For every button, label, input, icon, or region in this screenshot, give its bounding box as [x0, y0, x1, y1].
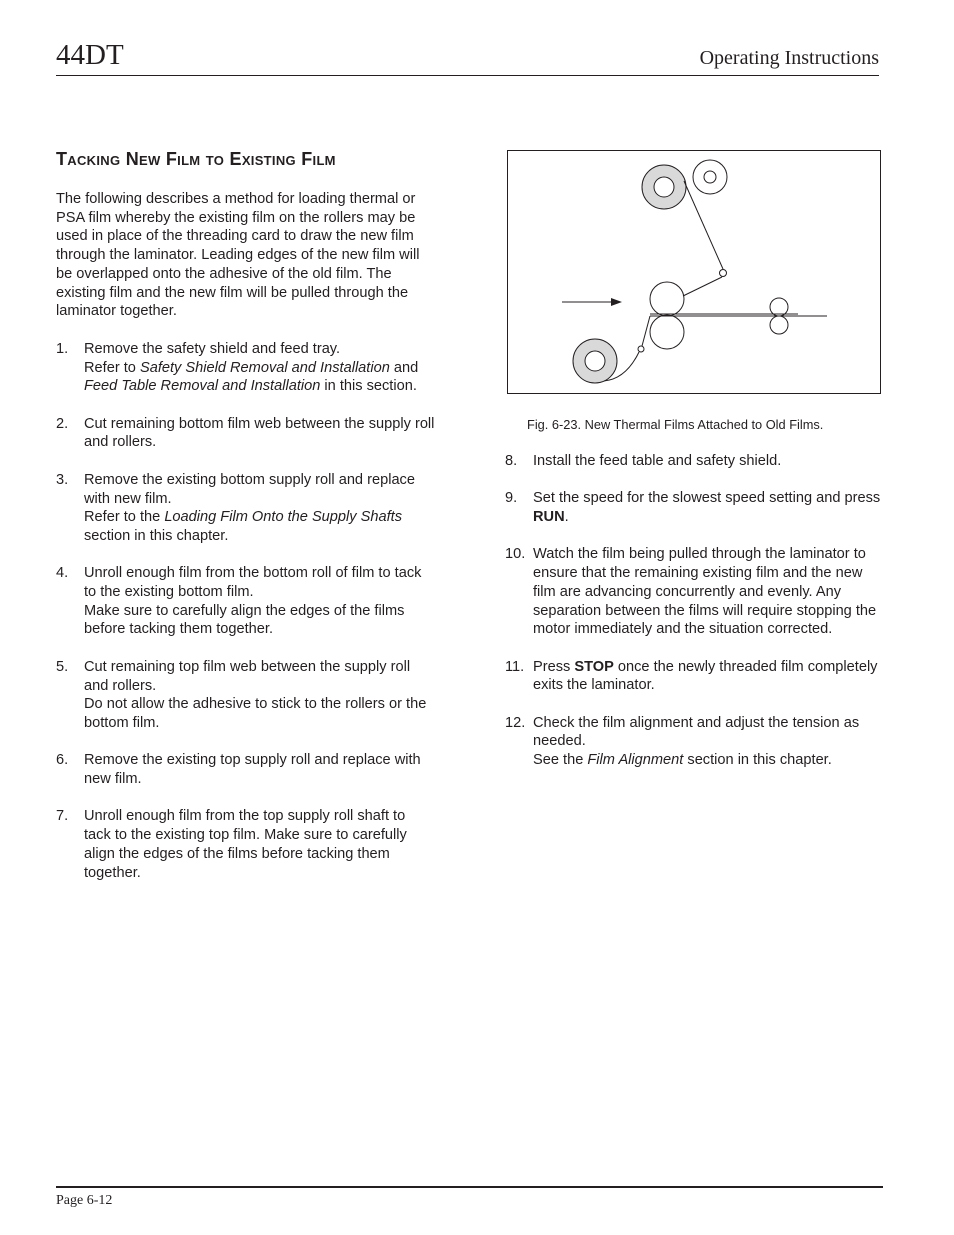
right-column	[505, 452, 885, 789]
bottom-guide-pin	[638, 346, 644, 352]
figure-caption: Fig. 6-23. New Thermal Films Attached to Old Films.	[527, 417, 824, 432]
step-9: 9. Set the speed for the slowest speed setting and press RUN.	[505, 490, 881, 526]
step-11: 11. Press STOP once the newly threaded film completely exits the laminator.	[505, 658, 878, 694]
step-1: 1. Remove the safety shield and feed tray. Refer to Safety Shield Removal and Installation and Feed Table Removal and Installation in this section.	[56, 340, 419, 395]
step-7: 7. Unroll enough film from the top supply roll shaft to tack to the existing top film. Make sure to carefully align the edges of the films before tacking them together.	[56, 808, 407, 881]
section-title: Operating Instructions	[699, 47, 879, 69]
step-6: 6. Remove the existing top supply roll and replace with new film.	[56, 752, 421, 788]
step-2: 2. Cut remaining bottom film web between the supply roll and rollers.	[56, 415, 435, 451]
lower-laminating-roller	[650, 315, 684, 349]
footer-rule	[56, 1186, 883, 1188]
bottom-supply-core	[585, 351, 605, 371]
top-supply-core	[654, 177, 674, 197]
top-guide-pin	[720, 270, 727, 277]
figure-film-diagram	[507, 150, 881, 394]
step-3: 3. Remove the existing bottom supply roll and replace with new film. Refer to the Loading Film Onto the Supply Shafts section in this chapter.	[56, 471, 415, 544]
upper-laminating-roller	[650, 282, 684, 316]
header-rule	[56, 75, 879, 76]
page-number: Page 6-12	[56, 1193, 113, 1208]
step-5: 5. Cut remaining top film web between the supply roll and rollers. Do not allow the adhesive to stick to the rollers or the bottom film.	[56, 658, 427, 731]
top-film-web	[684, 181, 723, 269]
intro-paragraph: The following describes a method for loading thermal or PSA film whereby the existing film on the rollers may be used in place of the threading card to draw the new film through the laminator. Leading edges of the new film will be overlapped onto the adhesive of the old film. The existing film and the new film will be pulled through the laminator together.	[56, 191, 420, 320]
laminator-diagram	[508, 151, 880, 393]
left-column	[56, 190, 436, 901]
model-title: 44DT	[56, 39, 124, 71]
arrow-head-icon	[611, 298, 622, 306]
lower-pull-roller	[770, 316, 788, 334]
step-4: 4. Unroll enough film from the bottom roll of film to tack to the existing bottom film. Make sure to carefully align the edges of the films before tacking them together.	[56, 565, 422, 638]
step-10: 10. Watch the film being pulled through the laminator to ensure that the remaining existing film and the new film are advancing concurrently and evenly. Any separation between the films will require stopping the motor immediately and the situation corrected.	[505, 546, 877, 638]
step-8: 8. Install the feed table and safety shield.	[505, 453, 782, 469]
upper-pull-roller	[770, 298, 788, 316]
step-12: 12. Check the film alignment and adjust the tension as needed. See the Film Alignment section in this chapter.	[505, 714, 860, 769]
section-heading: TACKING NEW FILM TO EXISTING FILM	[56, 149, 336, 169]
